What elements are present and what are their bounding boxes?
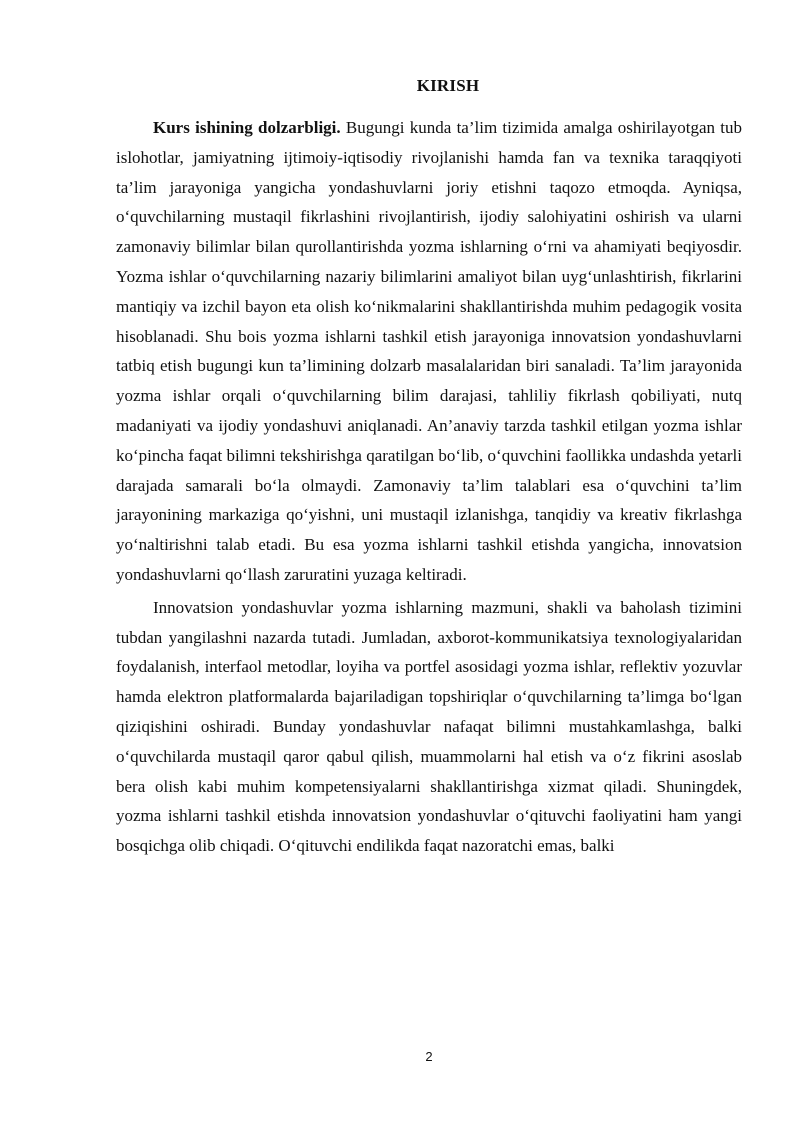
body-text (116, 113, 742, 864)
document-page (116, 0, 742, 1131)
paragraph-relevance (116, 113, 742, 590)
section-heading: KIRISH (416, 76, 480, 95)
paragraph-innovative-approaches: Innovatsion yondashuvlar yozma ishlarning mazmuni, shakli va baholash tizimini tubdan yangilashni nazarda tutadi. Jumladan, axborot-kommunikatsiya texnologiyalaridan foydalanish, interfaol metodlar, loyiha va portfel asosidagi yozma ishlar, reflektiv yozuvlar hamda elektron platformalarda bajariladigan topshiriqlar o‘quvchilarning ta’limga bo‘lgan qiziqishini oshiradi. Bunday yondashuvlar nafaqat bilimni mustahkamlashga, balki o‘quvchilarda mustaqil qaror qabul qilish, muammolarni hal etish va o‘z fikrini asoslab bera olish kabi muhim kompetensiyalarni shakllantirishga xizmat qiladi. Shuningdek, yozma ishlarni tashkil etishda innovatsion yondashuvlar o‘qituvchi faoliyatini ham yangi bosqichga olib chiqadi. O‘qituvchi endilikda faqat nazoratchi emas, balki (116, 597, 742, 856)
paragraph-body: Bugungi kunda ta’lim tizimida amalga oshirilayotgan tub islohotlar, jamiyatning ijtimoiy-iqtisodiy rivojlanishi hamda fan va texnika taraqqiyoti ta’lim jarayoniga yangicha yondashuvlarni joriy etishni taqozo etmoqda. Ayniqsa, o‘quvchilarning mustaqil fikrlashini rivojlantirish, ijodiy salohiyatini oshirish va ularni zamonaviy bilimlar bilan qurollantirishda yozma ishlarning o‘rni va ahamiyati beqiyosdir. Yozma ishlar o‘quvchilarning nazariy bilimlarini amaliyot bilan uyg‘unlashtirish, fikrlarini mantiqiy va izchil bayon eta olish ko‘nikmalarini shakllantirishda muhim pedagogik vosita hisoblanadi. Shu bois yozma ishlarni tashkil etish jarayoniga innovatsion yondashuvlarni tatbiq etish bugungi kun ta’limining dolzarb masalalaridan biri sanaladi. Ta’lim jarayonida yozma ishlar orqali o‘quvchilarning bilim darajasi, tahliliy fikrlash qobiliyati, nutq madaniyati va ijodiy yondashuvi aniqlanadi. An’anaviy tarzda tashkil etilgan yozma ishlar ko‘pincha faqat bilimni tekshirishga qaratilgan bo‘lib, o‘quvchini faollikka undashda yetarli darajada samarali bo‘la olmaydi. Zamonaviy ta’lim talablari esa o‘quvchini ta’lim jarayonining markaziga qo‘yishni, uni mustaqil izlanishga, tanqidiy va kreativ fikrlashga yo‘naltirishni talab etadi. Bu esa yozma ishlarni tashkil etishda yangicha, innovatsion yondashuvlarni qo‘llash zaruratini yuzaga keltiradi. (116, 118, 742, 584)
page-number: 2 (425, 1049, 433, 1064)
paragraph-lead: Kurs ishining dolzarbligi. (153, 118, 341, 137)
